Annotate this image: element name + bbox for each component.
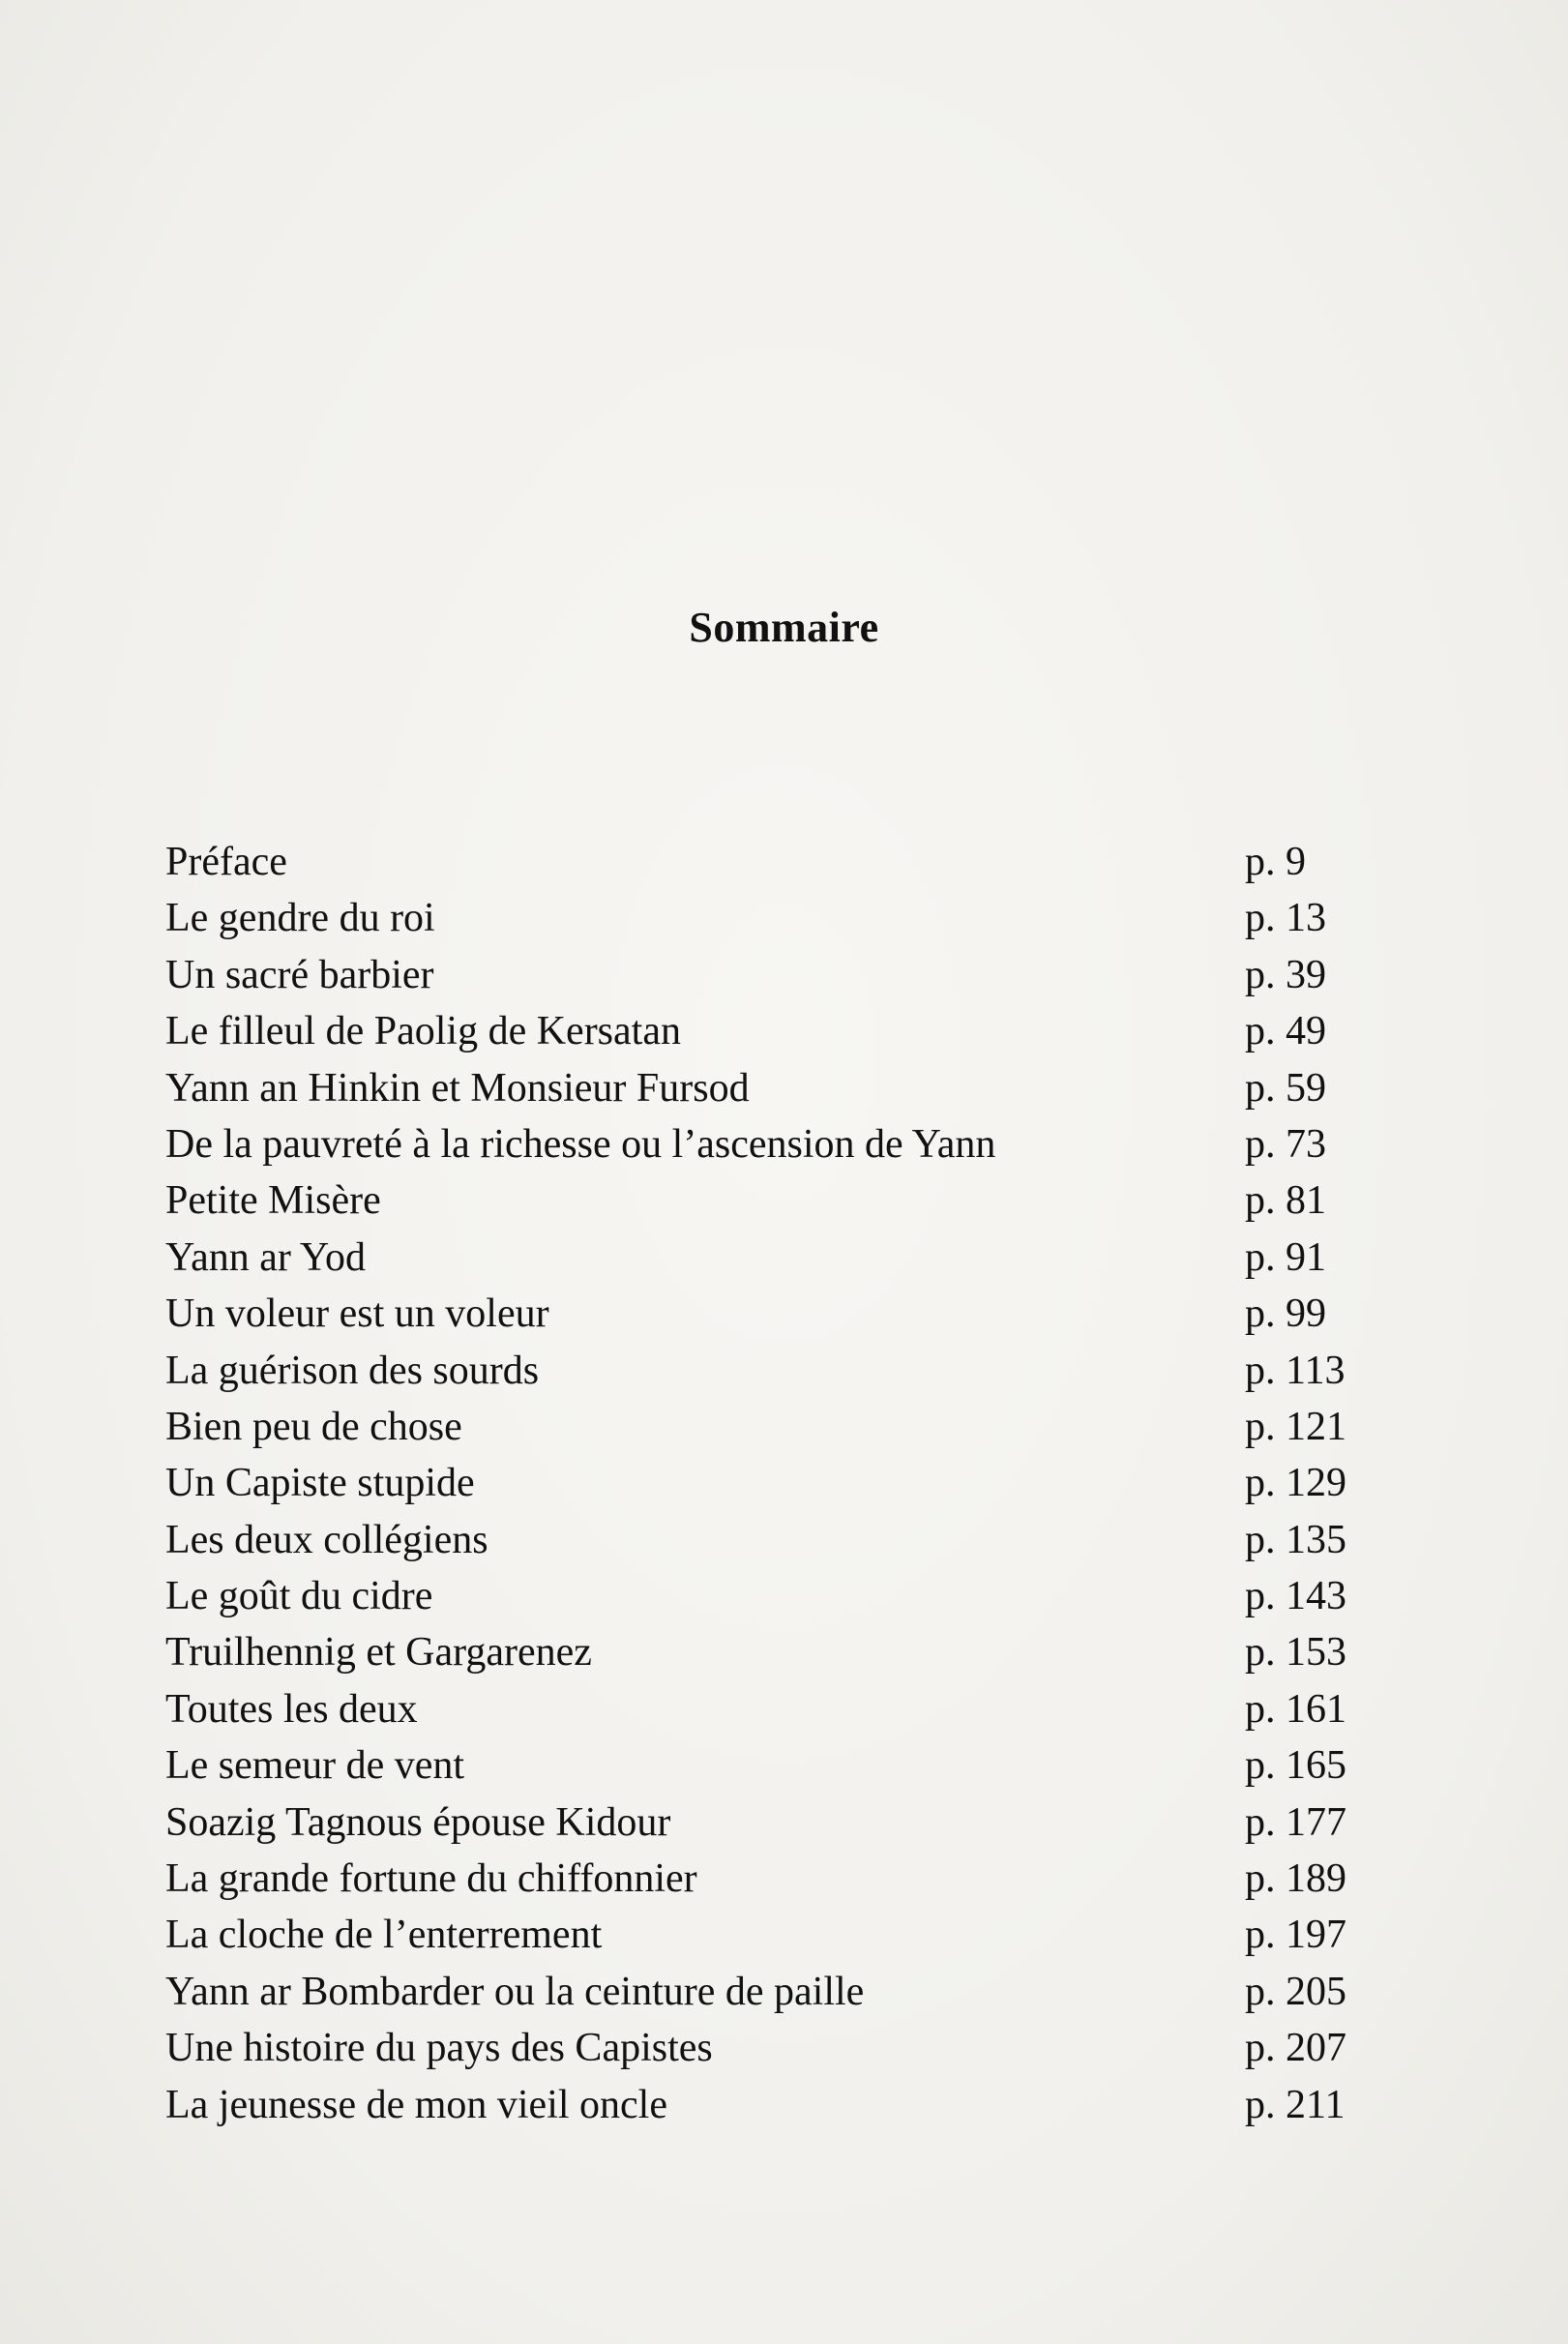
toc-entry	[165, 1907, 1365, 1963]
toc-entry	[165, 1343, 1365, 1399]
toc-entry-page: p. 211	[1245, 2082, 1346, 2127]
toc-entry-title: Bien peu de chose	[165, 1404, 462, 1449]
toc-entry-page: p. 189	[1245, 1856, 1346, 1902]
toc-entry	[165, 1116, 1365, 1172]
toc-entry	[165, 1286, 1365, 1342]
toc-entry-title: La grande fortune du chiffonnier	[165, 1856, 697, 1902]
toc-entry	[165, 1512, 1365, 1568]
toc-entry-title: Yann ar Yod	[165, 1234, 366, 1280]
toc-entry	[165, 1737, 1365, 1794]
page-title: Sommaire	[689, 604, 879, 651]
toc-entry-page: p. 135	[1245, 1517, 1346, 1562]
table-of-contents	[165, 834, 1365, 2133]
toc-entry-page: p. 129	[1245, 1461, 1346, 1506]
toc-entry	[165, 1399, 1365, 1455]
toc-entry-page: p. 113	[1245, 1348, 1346, 1393]
toc-entry-page: p. 177	[1245, 1799, 1346, 1845]
toc-entry	[165, 834, 1365, 890]
toc-entry-page: p. 161	[1245, 1686, 1346, 1732]
toc-entry-page: p. 9	[1245, 840, 1306, 884]
toc-entry-title: Un voleur est un voleur	[165, 1291, 549, 1337]
toc-entry-title: Yann an Hinkin et Monsieur Fursod	[165, 1065, 750, 1111]
toc-entry	[165, 1681, 1365, 1737]
toc-entry-title: Toutes les deux	[165, 1686, 418, 1732]
toc-entry-title: Un Capiste stupide	[165, 1461, 475, 1506]
toc-entry-title: Le gendre du roi	[165, 896, 435, 941]
toc-entry	[165, 1964, 1365, 2020]
toc-entry	[165, 2077, 1365, 2133]
toc-entry-page: p. 205	[1245, 1969, 1346, 2014]
toc-entry	[165, 1568, 1365, 1624]
toc-entry-title: La guérison des sourds	[165, 1348, 540, 1393]
toc-entry-page: p. 197	[1245, 1913, 1346, 1958]
toc-entry-title: La jeunesse de mon vieil oncle	[165, 2082, 667, 2127]
toc-entry-title: Une histoire du pays des Capistes	[165, 2026, 713, 2071]
toc-entry	[165, 1230, 1365, 1286]
toc-entry	[165, 1172, 1365, 1229]
toc-entry-page: p. 13	[1245, 896, 1326, 941]
toc-entry	[165, 1851, 1365, 1907]
toc-entry-page: p. 59	[1245, 1065, 1326, 1111]
toc-entry-page: p. 49	[1245, 1009, 1326, 1054]
toc-entry	[165, 1455, 1365, 1511]
toc-entry	[165, 1624, 1365, 1680]
toc-entry-title: Truilhennig et Gargarenez	[165, 1630, 592, 1676]
toc-entry	[165, 890, 1365, 946]
toc-entry-title: Le filleul de Paolig de Kersatan	[165, 1009, 681, 1054]
toc-entry-page: p. 99	[1245, 1291, 1326, 1337]
toc-entry-title: Petite Misère	[165, 1178, 381, 1224]
toc-entry-title: Préface	[165, 840, 287, 884]
toc-entry	[165, 1003, 1365, 1059]
toc-entry-page: p. 121	[1245, 1404, 1346, 1449]
toc-entry-page: p. 143	[1245, 1574, 1346, 1619]
toc-entry	[165, 1060, 1365, 1116]
toc-entry-page: p. 207	[1245, 2026, 1346, 2071]
toc-entry-title: Le goût du cidre	[165, 1574, 433, 1619]
toc-entry-title: Le semeur de vent	[165, 1743, 465, 1789]
toc-entry-title: La cloche de l’enterrement	[165, 1913, 603, 1958]
toc-entry-page: p. 81	[1245, 1178, 1326, 1224]
toc-entry-title: Yann ar Bombarder ou la ceinture de paille	[165, 1969, 865, 2014]
toc-entry	[165, 2020, 1365, 2076]
toc-entry-page: p. 91	[1245, 1234, 1326, 1280]
toc-entry-title: Soazig Tagnous épouse Kidour	[165, 1799, 671, 1845]
toc-entry-page: p. 73	[1245, 1121, 1326, 1167]
toc-entry	[165, 1795, 1365, 1851]
toc-entry-page: p. 153	[1245, 1630, 1346, 1676]
toc-entry-page: p. 39	[1245, 952, 1326, 997]
toc-entry-page: p. 165	[1245, 1743, 1346, 1789]
toc-entry	[165, 947, 1365, 1003]
toc-entry-title: Les deux collégiens	[165, 1517, 488, 1562]
toc-entry-title: De la pauvreté à la richesse ou l’ascension de Yann	[165, 1121, 996, 1167]
toc-entry-title: Un sacré barbier	[165, 952, 434, 997]
